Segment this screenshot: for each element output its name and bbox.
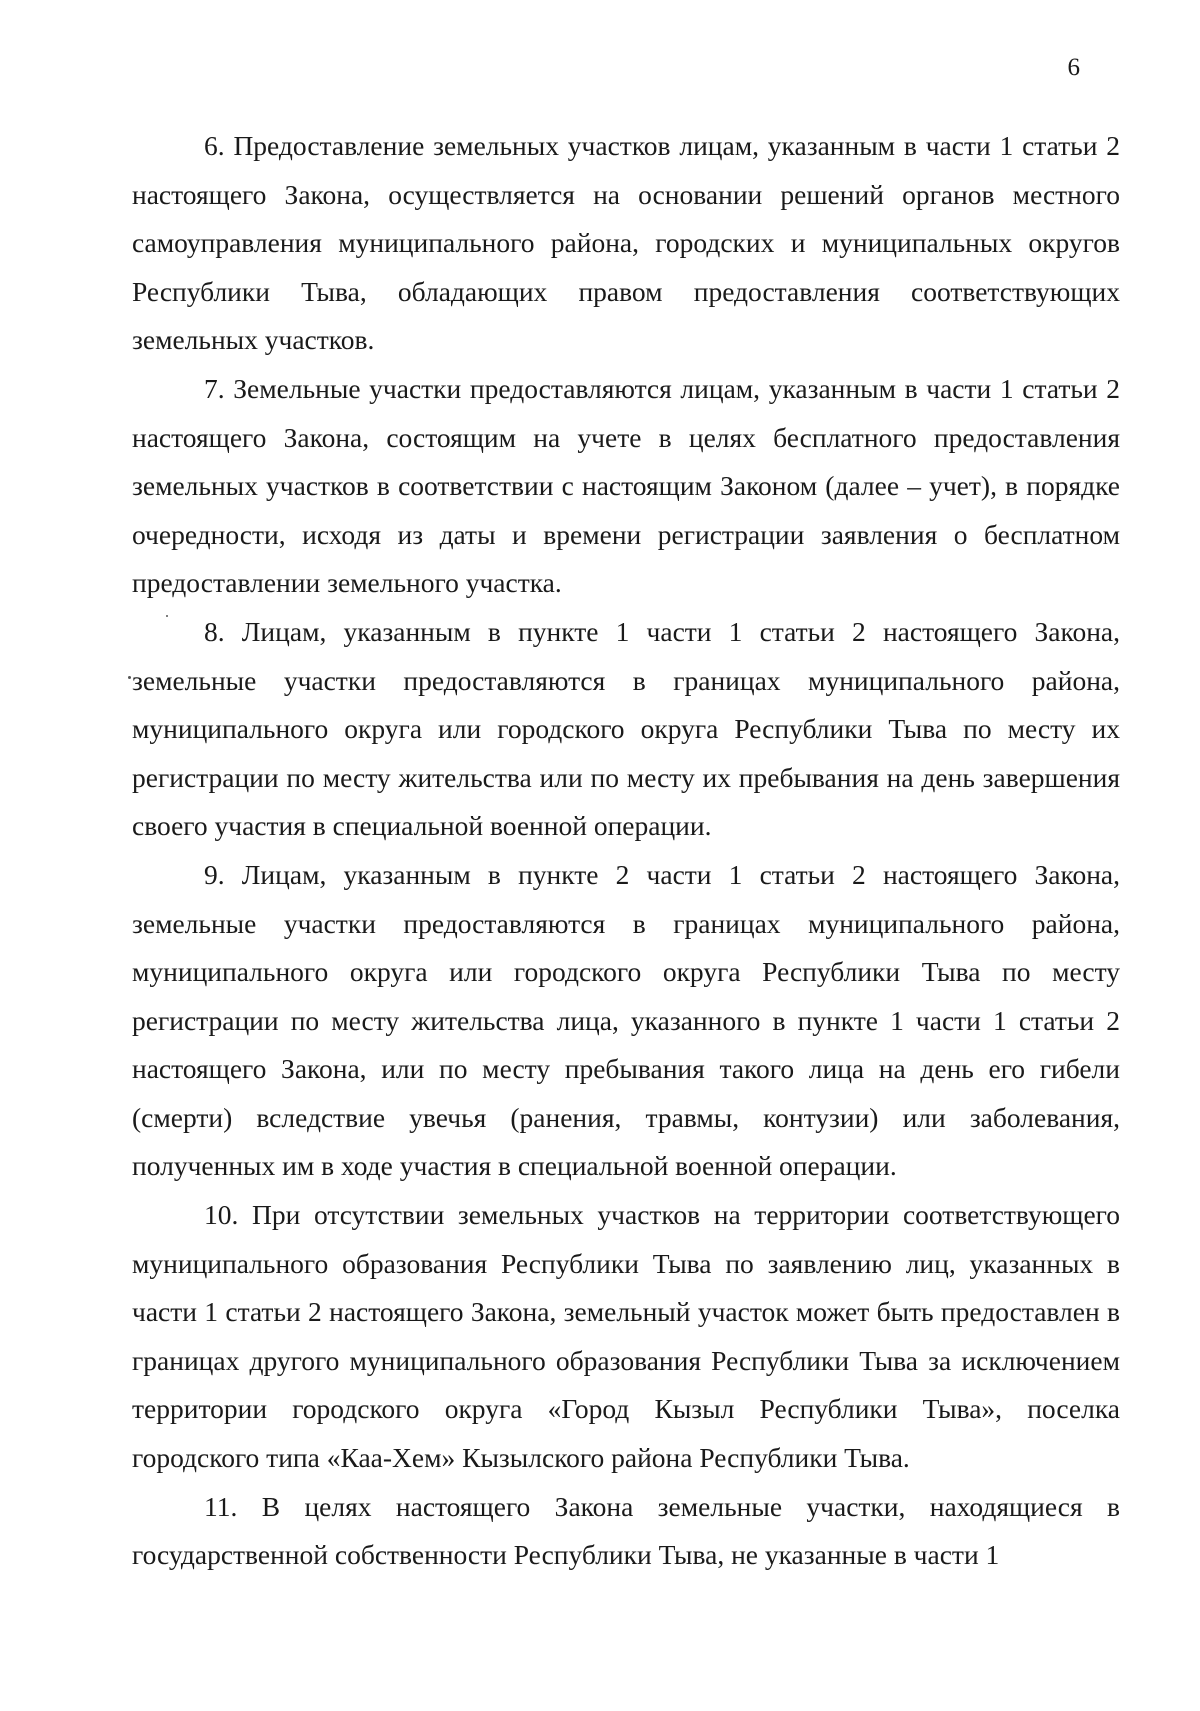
paragraph-6: 6. Предоставление земельных участков лицам, указанным в части 1 статьи 2 настоящего Закона, осуществляется на основании решений органов местного самоуправления муниципального района, городских и муниципальных округов Республики Тыва, обладающих правом предоставления соответствующих земельных участков. (132, 130, 1120, 356)
paragraph-11: 11. В целях настоящего Закона земельные участки, находящиеся в государственной собственности Республики Тыва, не указанные в части 1 (132, 1490, 1120, 1571)
paragraph-10: 10. При отсутствии земельных участков на территории соответствующего муниципального образования Республики Тыва по заявлению лиц, указанных в части 1 статьи 2 настоящего Закона, земельный участок может быть предоставлен в границах другого муниципального образования Республики Тыва за исключением территории городского округа «Город Кызыл Республики Тыва», поселка городского типа «Каа-Хем» Кызылского района Республики Тыва. (132, 1199, 1120, 1474)
scan-speck (166, 615, 168, 617)
scan-speck (128, 676, 131, 679)
paragraph-7: 7. Земельные участки предоставляются лицам, указанным в части 1 статьи 2 настоящего Закона, состоящим на учете в целях бесплатного предоставления земельных участков в соответствии с настоящим Законом (далее – учет), в порядке очередности, исходя из даты и времени регистрации заявления о бесплатном предоставлении земельного участка. (132, 372, 1120, 599)
paragraph-9: 9. Лицам, указанным в пункте 2 части 1 статьи 2 настоящего Закона, земельные участки предоставляются в границах муниципального района, муниципального округа или городского округа Республики Тыва по месту регистрации по месту жительства лица, указанного в пункте 1 части 1 статьи 2 настоящего Закона, или по месту пребывания такого лица на день его гибели (смерти) вследствие увечья (ранения, травмы, контузии) или заболевания, полученных им в ходе участия в специальной военной операции. (132, 858, 1120, 1182)
paragraph-8: 8. Лицам, указанным в пункте 1 части 1 статьи 2 настоящего Закона, земельные участки предоставляются в границах муниципального района, муниципального округа или городского округа Республики Тыва по месту их регистрации по месту жительства или по месту их пребывания на день завершения своего участия в специальной военной операции. (132, 615, 1120, 842)
page-number: 6 (1067, 54, 1080, 81)
body-text (132, 122, 1120, 1580)
